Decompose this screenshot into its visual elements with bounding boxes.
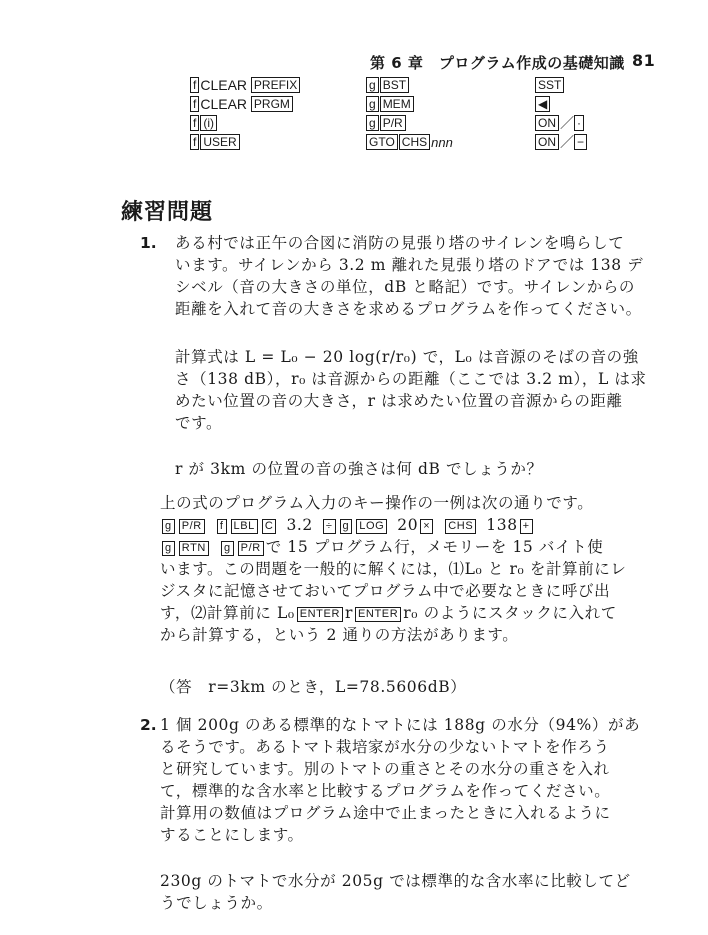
- key-row: [190, 113, 301, 132]
- chapter-title: 第 6 章 プログラム作成の基礎知識: [370, 54, 625, 72]
- key-dot: ·: [574, 115, 584, 131]
- key-label: CLEAR: [200, 76, 248, 93]
- key-on: ON: [535, 134, 559, 150]
- key-row: [535, 113, 588, 132]
- key-list-1: [190, 75, 301, 151]
- key-chs: CHS: [399, 134, 430, 150]
- key-f: f: [190, 77, 199, 93]
- key-f: f: [190, 115, 199, 131]
- answer-line: （答 r=3km のとき，L=78.5606dB）: [160, 678, 467, 696]
- key-row: [190, 94, 301, 113]
- key-enter: ENTER: [355, 607, 401, 622]
- back-arrow-icon: ◀: [535, 96, 550, 112]
- key-f: f: [217, 519, 227, 534]
- problem-2-question: [160, 870, 655, 914]
- text-line: て，標準的な含水率と比較するプログラムを作ってください。: [160, 782, 611, 800]
- key-prefix: PREFIX: [251, 77, 300, 93]
- key-i: (i): [200, 115, 217, 131]
- text-span: r: [344, 604, 353, 622]
- key-prgm: PRGM: [251, 96, 293, 112]
- key-g: g: [162, 519, 175, 534]
- key-sst: SST: [535, 77, 564, 93]
- key-mem: MEM: [380, 96, 414, 112]
- key-list-2: [366, 75, 453, 151]
- key-g: g: [366, 77, 379, 93]
- problem-1-solution: [160, 492, 655, 646]
- problem-2-text: [160, 714, 655, 846]
- key-c: C: [262, 519, 277, 534]
- key-lbl: LBL: [231, 519, 258, 534]
- key-gto: GTO: [366, 134, 398, 150]
- text-line: です。: [175, 414, 223, 432]
- key-row: [535, 132, 588, 151]
- text-line: から計算する，という 2 通りの方法があります。: [160, 626, 519, 644]
- key-user: USER: [200, 134, 239, 150]
- text-line: 計算用の数値はプログラム途中で止まったときに入れるように: [160, 804, 611, 822]
- page-header: [370, 52, 670, 73]
- key-row: [535, 75, 588, 94]
- value-20: 20: [397, 516, 419, 534]
- key-row: [190, 132, 301, 151]
- key-label: CLEAR: [200, 95, 248, 112]
- problem-1-answer: [160, 676, 655, 698]
- key-row: [535, 94, 588, 113]
- text-span: す，⑵計算前に L₀: [160, 604, 295, 622]
- problem-1-number: 1.: [140, 234, 157, 252]
- text-line: することにします。: [160, 826, 304, 844]
- text-line: います。この問題を一般的に解くには，⑴L₀ と r₀ を計算前にレ: [160, 560, 627, 578]
- key-f: f: [190, 134, 199, 150]
- text-line: ある村では正午の合図に消防の見張り塔のサイレンを鳴らして: [175, 234, 625, 252]
- problem-1-question: [175, 458, 655, 480]
- text-line: ジスタに記憶させておいてプログラム中で必要なときに呼び出: [160, 582, 611, 600]
- key-row: [190, 75, 301, 94]
- problem-2-number: 2.: [140, 716, 157, 734]
- problem-1-text: [175, 232, 655, 320]
- key-list-3: [535, 75, 588, 151]
- page-number: 81: [632, 51, 656, 70]
- key-g: g: [221, 541, 234, 556]
- text-line: 計算式は L = L₀ − 20 log(r/r₀) で，L₀ は音源のそばの音の強: [175, 348, 639, 366]
- key-divide: ÷: [323, 519, 336, 534]
- key-multiply: ×: [420, 519, 433, 534]
- text-line: うでしょうか。: [160, 894, 273, 912]
- section-title: 練習問題: [121, 200, 214, 225]
- key-rtn: RTN: [179, 541, 209, 556]
- text-line: さ（138 dB），r₀ は音源からの距離（ここでは 3.2 m），L は求: [175, 370, 647, 388]
- key-g: g: [340, 519, 353, 534]
- key-g: g: [162, 541, 175, 556]
- text-line: るそうです。あるトマト栽培家が水分の少ないトマトを作ろう: [160, 738, 610, 756]
- key-plus: +: [520, 519, 533, 534]
- keystroke-line-2: [160, 536, 655, 558]
- text-line: [160, 602, 655, 624]
- text-line: 1 個 200g のある標準的なトマトには 188g の水分（94%）があ: [160, 716, 641, 734]
- text-line: と研究しています。別のトマトの重さとその水分の重さを入れ: [160, 760, 610, 778]
- value-3-2: 3.2: [286, 516, 313, 534]
- keystroke-line-1: [160, 514, 655, 536]
- text-line: 上の式のプログラム入力のキー操作の一例は次の通りです。: [160, 494, 594, 512]
- key-row: [366, 113, 453, 132]
- value-138: 138: [486, 516, 518, 534]
- key-pr: P/R: [238, 541, 264, 556]
- key-enter: ENTER: [297, 607, 343, 622]
- key-row: [366, 94, 453, 113]
- problem-1-formula: [175, 346, 655, 434]
- key-chs: CHS: [445, 519, 476, 534]
- key-on: ON: [535, 115, 559, 131]
- text-line: います。サイレンから 3.2 m 離れた見張り塔のドアでは 138 デ: [175, 256, 644, 274]
- text-line: r が 3km の位置の音の強さは何 dB でしょうか？: [175, 460, 543, 478]
- text-span: r₀ のようにスタックに入れて: [403, 604, 617, 622]
- text-line: めたい位置の音の大きさ，r は求めたい位置の音源からの距離: [175, 392, 623, 410]
- key-row: [366, 132, 453, 151]
- slash: ／: [560, 114, 574, 131]
- text-line: 距離を入れて音の大きさを求めるプログラムを作ってください。: [175, 300, 642, 318]
- text-span: で 15 プログラム行，メモリーを 15 バイト使: [265, 538, 604, 556]
- key-f: f: [190, 96, 199, 112]
- text-line: シベル（音の大きさの単位，dB と略記）です。サイレンからの: [175, 278, 636, 296]
- key-minus: −: [574, 134, 587, 150]
- key-row: [366, 75, 453, 94]
- key-log: LOG: [356, 519, 387, 534]
- key-pr: P/R: [380, 115, 406, 131]
- key-g: g: [366, 115, 379, 131]
- key-pr: P/R: [179, 519, 205, 534]
- nnn-label: nnn: [431, 134, 453, 150]
- slash: ／: [560, 133, 574, 150]
- text-line: 230g のトマトで水分が 205g では標準的な含水率に比較してど: [160, 872, 631, 890]
- key-bst: BST: [380, 77, 409, 93]
- key-g: g: [366, 96, 379, 112]
